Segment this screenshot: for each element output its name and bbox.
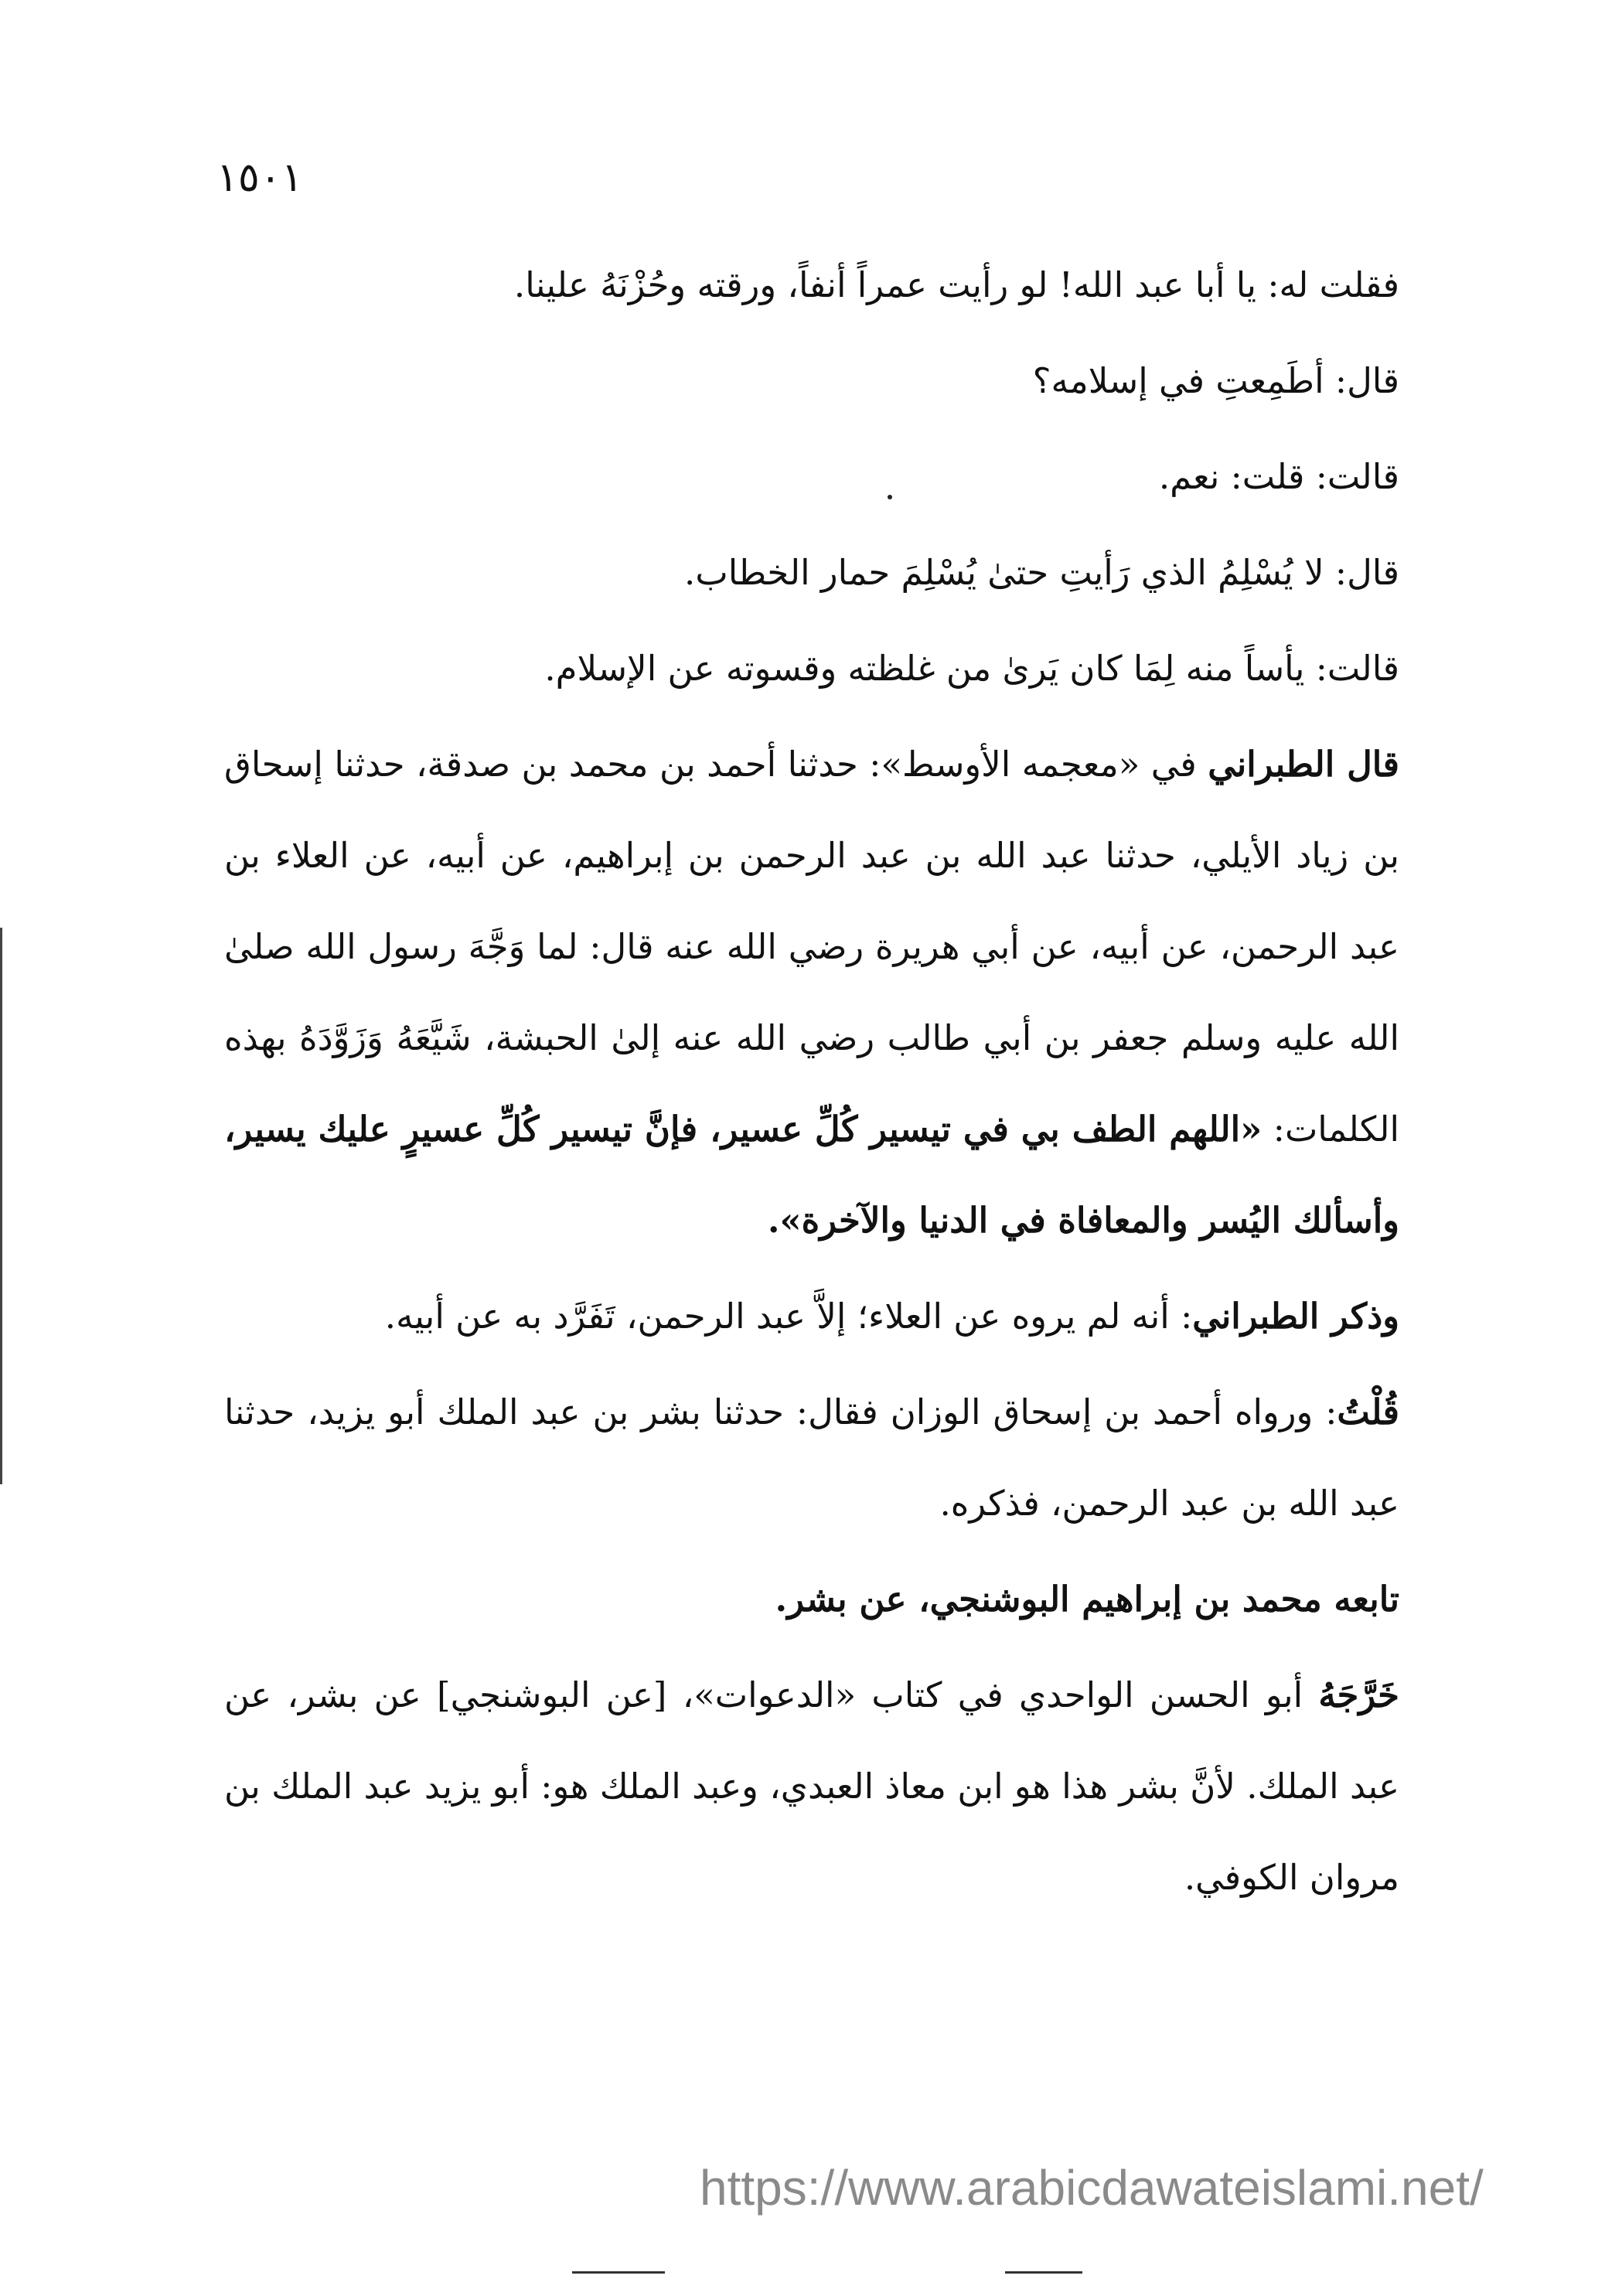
paragraph-6-dua: «اللهم الطف بي في تيسير كُلِّ عسير، فإنَّ تيسير كُلِّ عسيرٍ عليك يسير، وأسألك اليُسر والمعافاة في الدنيا والآخرة».	[224, 1109, 1399, 1241]
paragraph-3-text: قالت: قلت: نعم.	[1158, 456, 1399, 497]
paragraph-7-lead: وذكر الطبراني	[1192, 1296, 1399, 1337]
paragraph-3	[224, 431, 1399, 523]
paragraph-10-lead: خَرَّجَهُ	[1318, 1674, 1399, 1715]
paragraph-4-text: قال: لا يُسْلِمُ الذي رَأيتِ حتىٰ يُسْلِمَ حمار الخطاب.	[684, 552, 1399, 593]
paragraph-9	[224, 1554, 1399, 1645]
scan-edge-line	[0, 928, 2, 1484]
watermark-url: https://www.arabicdawateislami.net/	[700, 2160, 1484, 2216]
paragraph-5	[224, 623, 1399, 714]
paragraph-10	[224, 1650, 1399, 1923]
paragraph-1-text: فقلت له: يا أبا عبد الله! لو رأيت عمراً أنفاً، ورقته وحُزْنَهُ علينا.	[513, 264, 1399, 305]
body-text	[224, 240, 1399, 1928]
paragraph-6	[224, 719, 1399, 1266]
bottom-rule-left	[572, 2271, 665, 2274]
paragraph-9-text: تابعه محمد بن إبراهيم البوشنجي، عن بشر.	[775, 1579, 1399, 1620]
paragraph-8-text: : ورواه أحمد بن إسحاق الوزان فقال: حدثنا بشر بن عبد الملك أبو يزيد، حدثنا عبد الله بن عبد الرحمن، فذكره.	[224, 1392, 1399, 1524]
paragraph-6-text: في «معجمه الأوسط»: حدثنا أحمد بن محمد بن صدقة، حدثنا إسحاق بن زياد الأيلي، حدثنا عبد الله بن عبد الرحمن بن إبراهيم، عن أبيه، عن العلاء بن عبد الرحمن، عن أبيه، عن أبي هريرة رضي الله عنه قال: لما وَجَّهَ رسول الله صلىٰ الله عليه وسلم جعفر بن أبي طالب رضي الله عنه إلىٰ الحبشة، شَيَّعَهُ وَزَوَّدَهُ بهذه الكلمات:	[224, 744, 1400, 1150]
paragraph-5-text: قالت: يأساً منه لِمَا كان يَرىٰ من غلظته وقسوته عن الإسلام.	[544, 648, 1399, 689]
paragraph-4	[224, 527, 1399, 618]
paragraph-10-text: أبو الحسن الواحدي في كتاب «الدعوات»، [عن البوشنجي] عن بشر، عن عبد الملك. لأنَّ بشر هذا هو ابن معاذ العبدي، وعبد الملك هو: أبو يزيد عبد الملك بن مروان الكوفي.	[224, 1674, 1399, 1898]
paragraph-7-text: : أنه لم يروه عن العلاء؛ إلاَّ عبد الرحمن، تَفَرَّد به عن أبيه.	[384, 1296, 1193, 1337]
paragraph-1	[224, 240, 1399, 331]
paragraph-7	[224, 1271, 1399, 1362]
paragraph-8	[224, 1367, 1399, 1549]
bottom-rule-right	[1005, 2271, 1082, 2274]
paragraph-8-lead: قُلْتُ	[1337, 1392, 1399, 1432]
paragraph-2	[224, 336, 1399, 427]
paragraph-2-text: قال: أطَمِعتِ في إسلامه؟	[1032, 360, 1399, 401]
paragraph-6-lead: قال الطبراني	[1208, 744, 1400, 785]
page-number: ١٥٠١	[216, 155, 303, 201]
